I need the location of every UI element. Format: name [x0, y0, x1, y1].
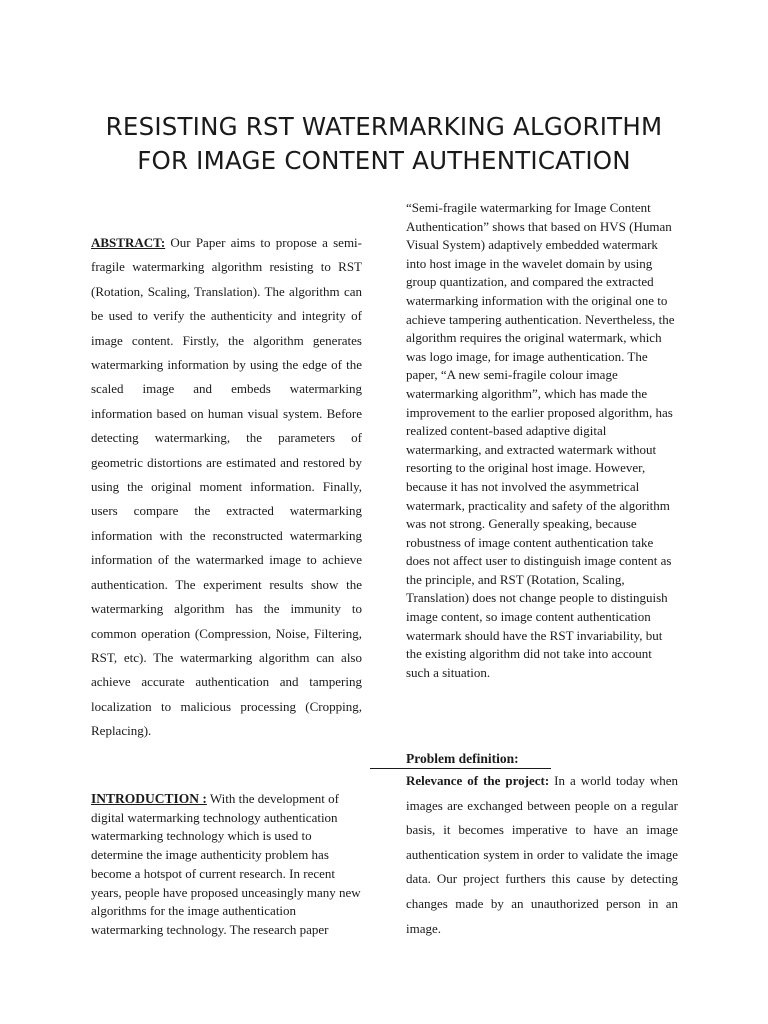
problem-definition-heading: Problem definition: [406, 751, 551, 769]
introduction-heading: INTRODUCTION : [91, 791, 207, 806]
problem-definition-heading-row [370, 750, 680, 769]
relevance-heading: Relevance of the project: [406, 773, 550, 788]
heading-rule [370, 754, 406, 769]
paper-title-line-2: FOR IMAGE CONTENT AUTHENTICATION [137, 146, 631, 175]
relevance-body: In a world today when images are exchanged between people on a regular basis, it becomes imperative to have an image authentication system in order to validate the image data. Our project furthers this cause by detecting changes made by an unauthorized person in an image. [406, 773, 679, 936]
abstract-section [91, 231, 362, 744]
literature-review-paragraph: “Semi-fragile watermarking for Image Content Authentication” shows that based on HVS (Human Visual System) adaptively embedded watermark into host image in the wavelet domain by using group quantization, and compared the extracted watermarking information with the original one to achieve tampering authentication. Nevertheless, the algorithm requires the original watermark, which was logo image, for image authentication. The paper, “A new semi-fragile colour image watermarking algorithm”, which has made the improvement to the earlier proposed algorithm, has realized content-based adaptive digital watermarking, and extracted watermark without resorting to the original host image. However, because it has not involved the asymmetrical watermark, practicality and safety of the algorithm was not strong. Generally speaking, because robustness of image content authentication take does not affect user to distinguish image content as the principle, and RST (Rotation, Scaling, Translation) does not change people to distinguish image content, so image content authentication watermark should have the RST invariability, but the existing algorithm did not take into account such a situation. [406, 200, 675, 680]
introduction-section [91, 790, 366, 940]
paper-title [60, 110, 708, 178]
introduction-body: With the development of digital watermarking technology authentication watermarking technology which is used to determine the image authenticity problem has become a hotspot of current research. In recent years, people have proposed unceasingly many new algorithms for the image authentication watermarking technology. The research paper [91, 791, 361, 937]
relevance-section [406, 769, 678, 941]
abstract-body: Our Paper aims to propose a semi-fragile watermarking algorithm resisting to RST (Rotation, Scaling, Translation). The algorithm can be used to verify the authenticity and integrity of image content. Firstly, the algorithm generates watermarking information by using the edge of the scaled image and embeds watermarking information based on human visual system. Before detecting watermarking, the parameters of geometric distortions are estimated and restored by using the original moment information. Finally, users compare the extracted watermarking information with the reconstructed watermarking information of the watermarked image to achieve authentication. The experiment results show the watermarking algorithm has the immunity to common operation (Compression, Noise, Filtering, RST, etc). The watermarking algorithm can also achieve accurate authentication and tampering localization to malicious processing (Cropping, Replacing). [91, 235, 362, 739]
abstract-heading: ABSTRACT: [91, 235, 166, 250]
paper-title-line-1: RESISTING RST WATERMARKING ALGORITHM [105, 112, 663, 141]
